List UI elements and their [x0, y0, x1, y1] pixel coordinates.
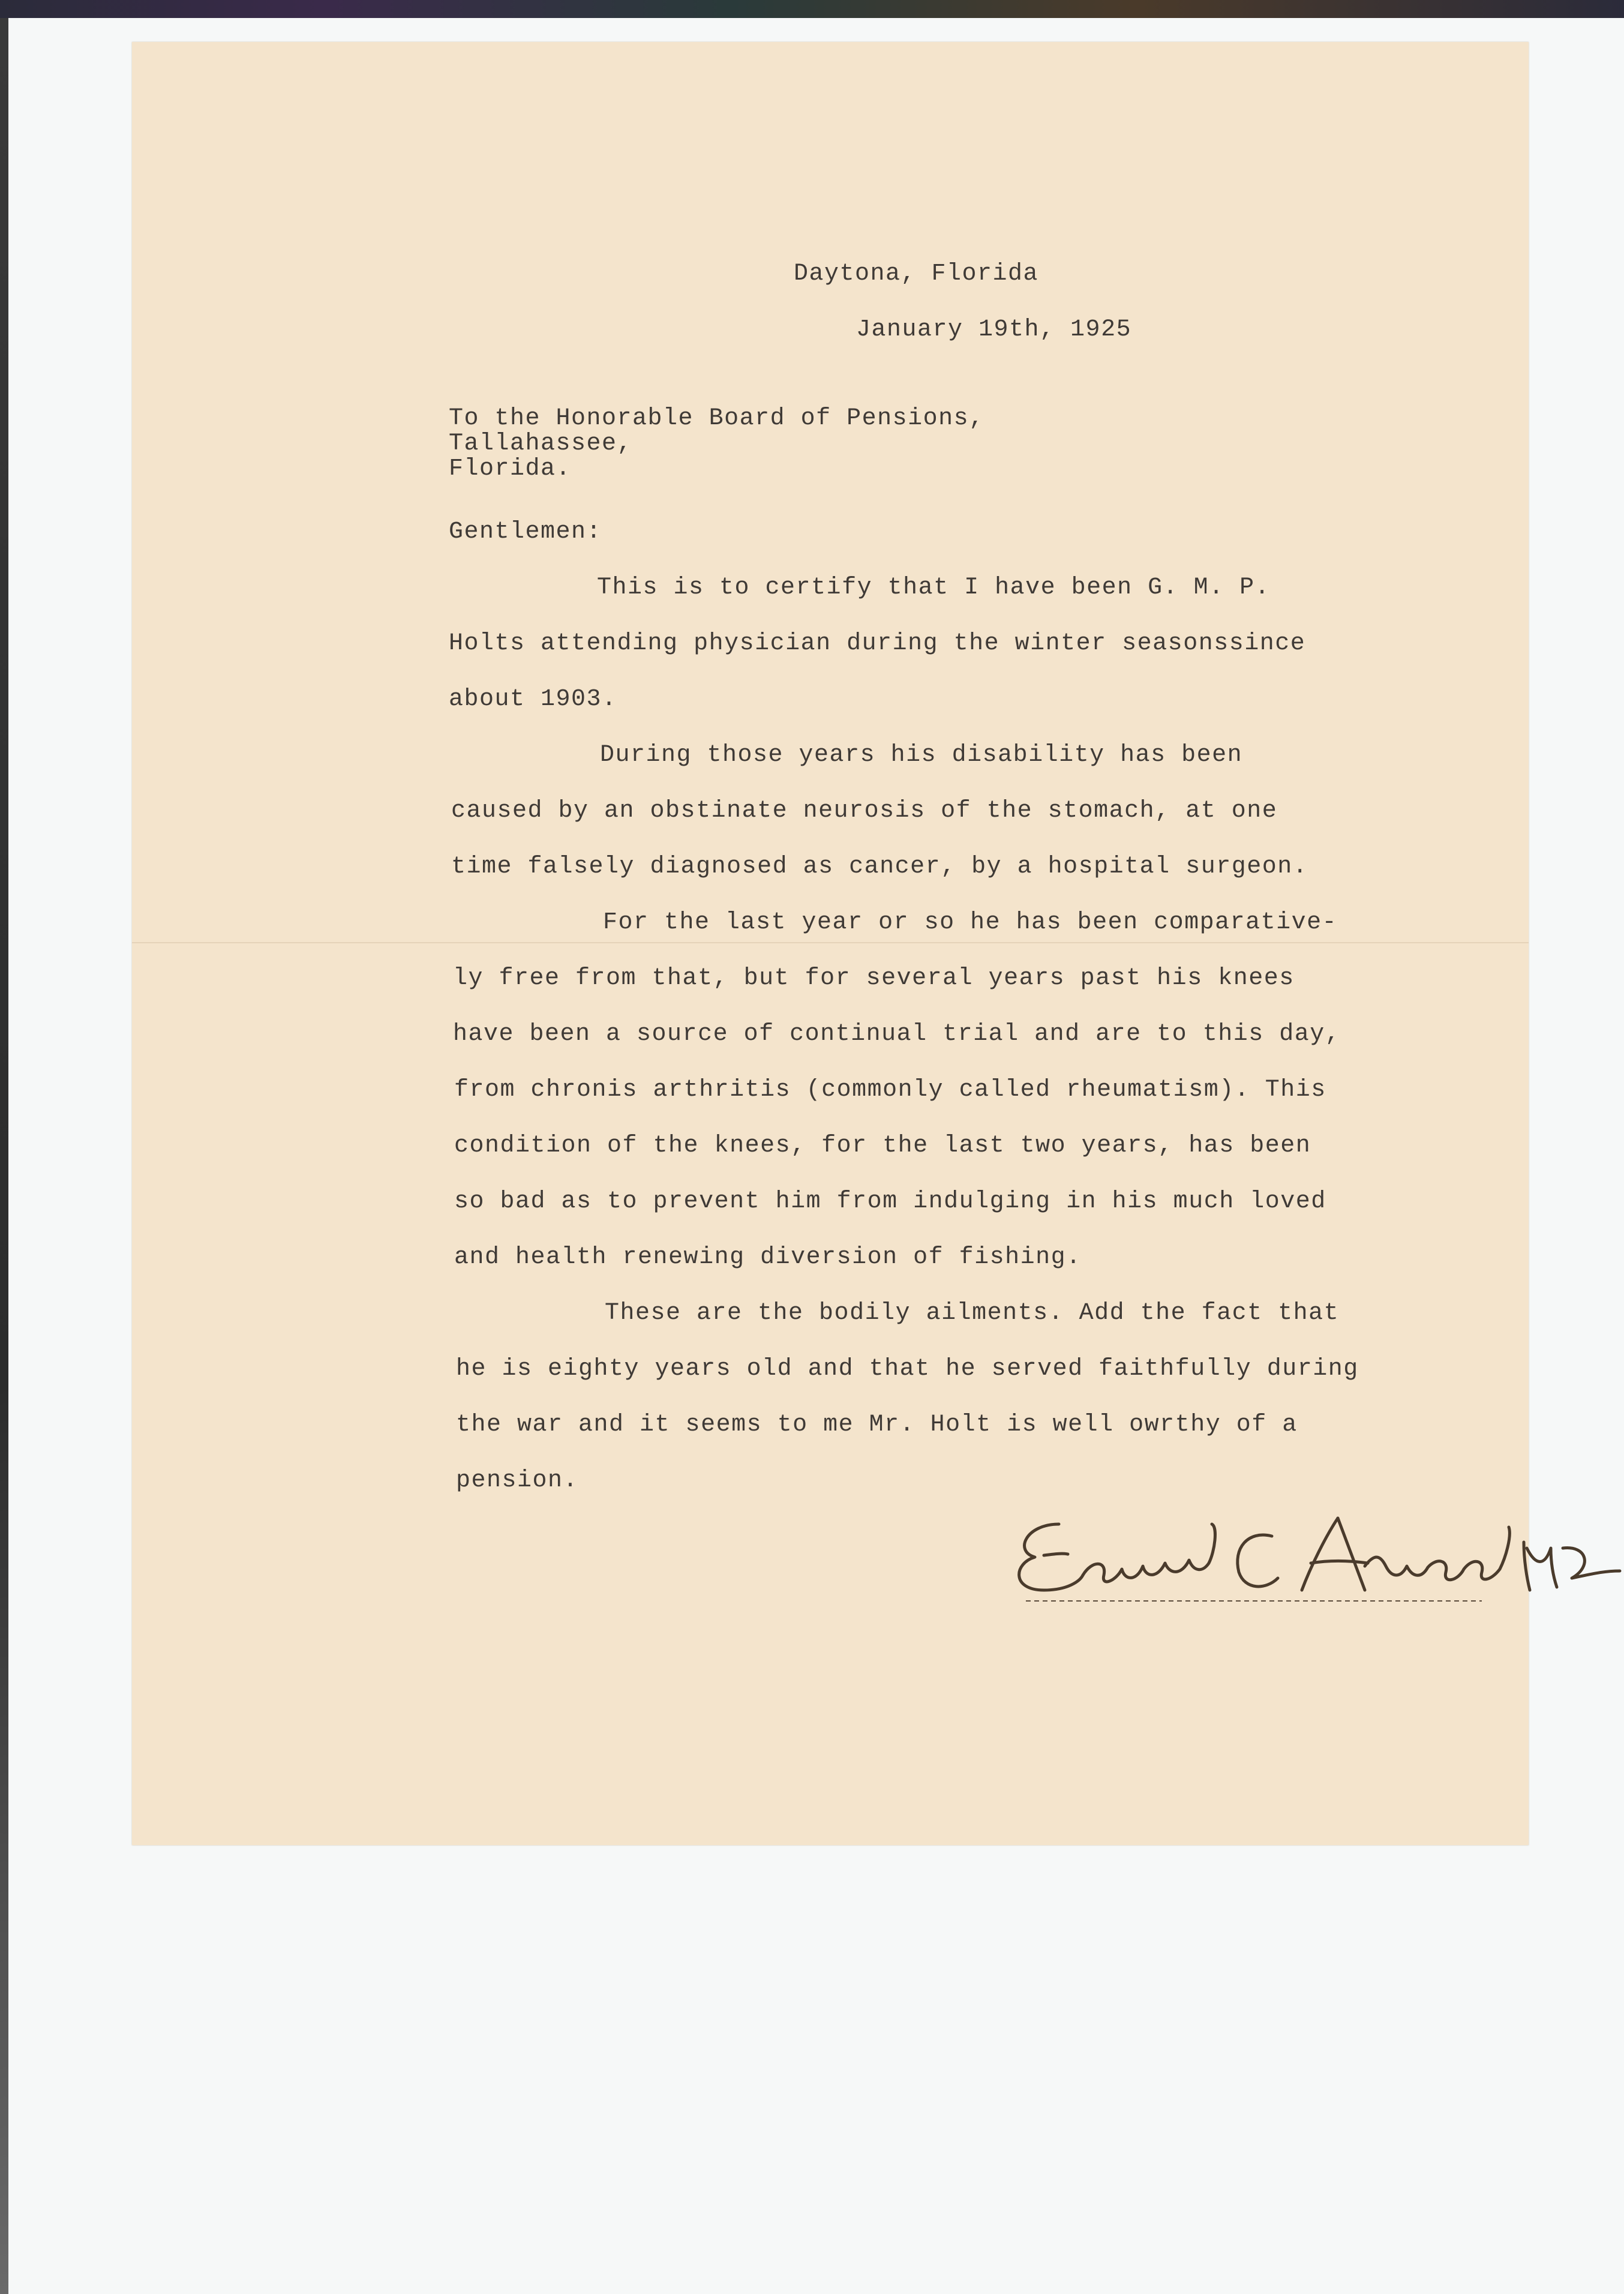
body-line: For the last year or so he has been comparative- [603, 909, 1338, 936]
salutation: Gentlemen: [449, 518, 602, 545]
body-line: and health renewing diversion of fishing. [454, 1244, 1082, 1271]
body-line: This is to certify that I have been G. M. P. [597, 574, 1271, 601]
letter-date: January 19th, 1925 [856, 316, 1132, 343]
body-line: from chronis arthritis (commonly called rheumatism). This [454, 1076, 1326, 1103]
recipient-state: Florida. [449, 455, 572, 482]
body-line: During those years his disability has been [600, 742, 1243, 769]
scanner-left-edge [0, 18, 8, 2294]
letter-place: Daytona, Florida [794, 260, 1039, 287]
body-line: so bad as to prevent him from indulging in his much loved [454, 1188, 1326, 1215]
letter-page [132, 42, 1529, 1845]
body-line: caused by an obstinate neurosis of the stomach, at one [451, 797, 1278, 824]
body-line: These are the bodily ailments. Add the fact that [605, 1300, 1340, 1327]
body-line: the war and it seems to me Mr. Holt is well owrthy of a [456, 1411, 1298, 1438]
handwritten-signature [1002, 1500, 1624, 1614]
body-line: he is eighty years old and that he served faithfully during [456, 1356, 1359, 1383]
body-line: have been a source of continual trial and are to this day, [453, 1021, 1341, 1048]
body-line: time falsely diagnosed as cancer, by a hospital surgeon. [451, 853, 1308, 880]
body-line: ly free from that, but for several years past his knees [453, 965, 1295, 992]
recipient-city: Tallahassee, [449, 430, 633, 457]
body-line: pension. [456, 1467, 579, 1494]
body-line: condition of the knees, for the last two years, has been [454, 1132, 1311, 1159]
recipient-line: To the Honorable Board of Pensions, [449, 405, 984, 432]
body-line: Holts attending physician during the winter seasonssince [449, 630, 1306, 657]
body-line: about 1903. [449, 686, 617, 713]
scanner-top-edge [0, 0, 1624, 18]
paper-fold-line [132, 942, 1529, 943]
